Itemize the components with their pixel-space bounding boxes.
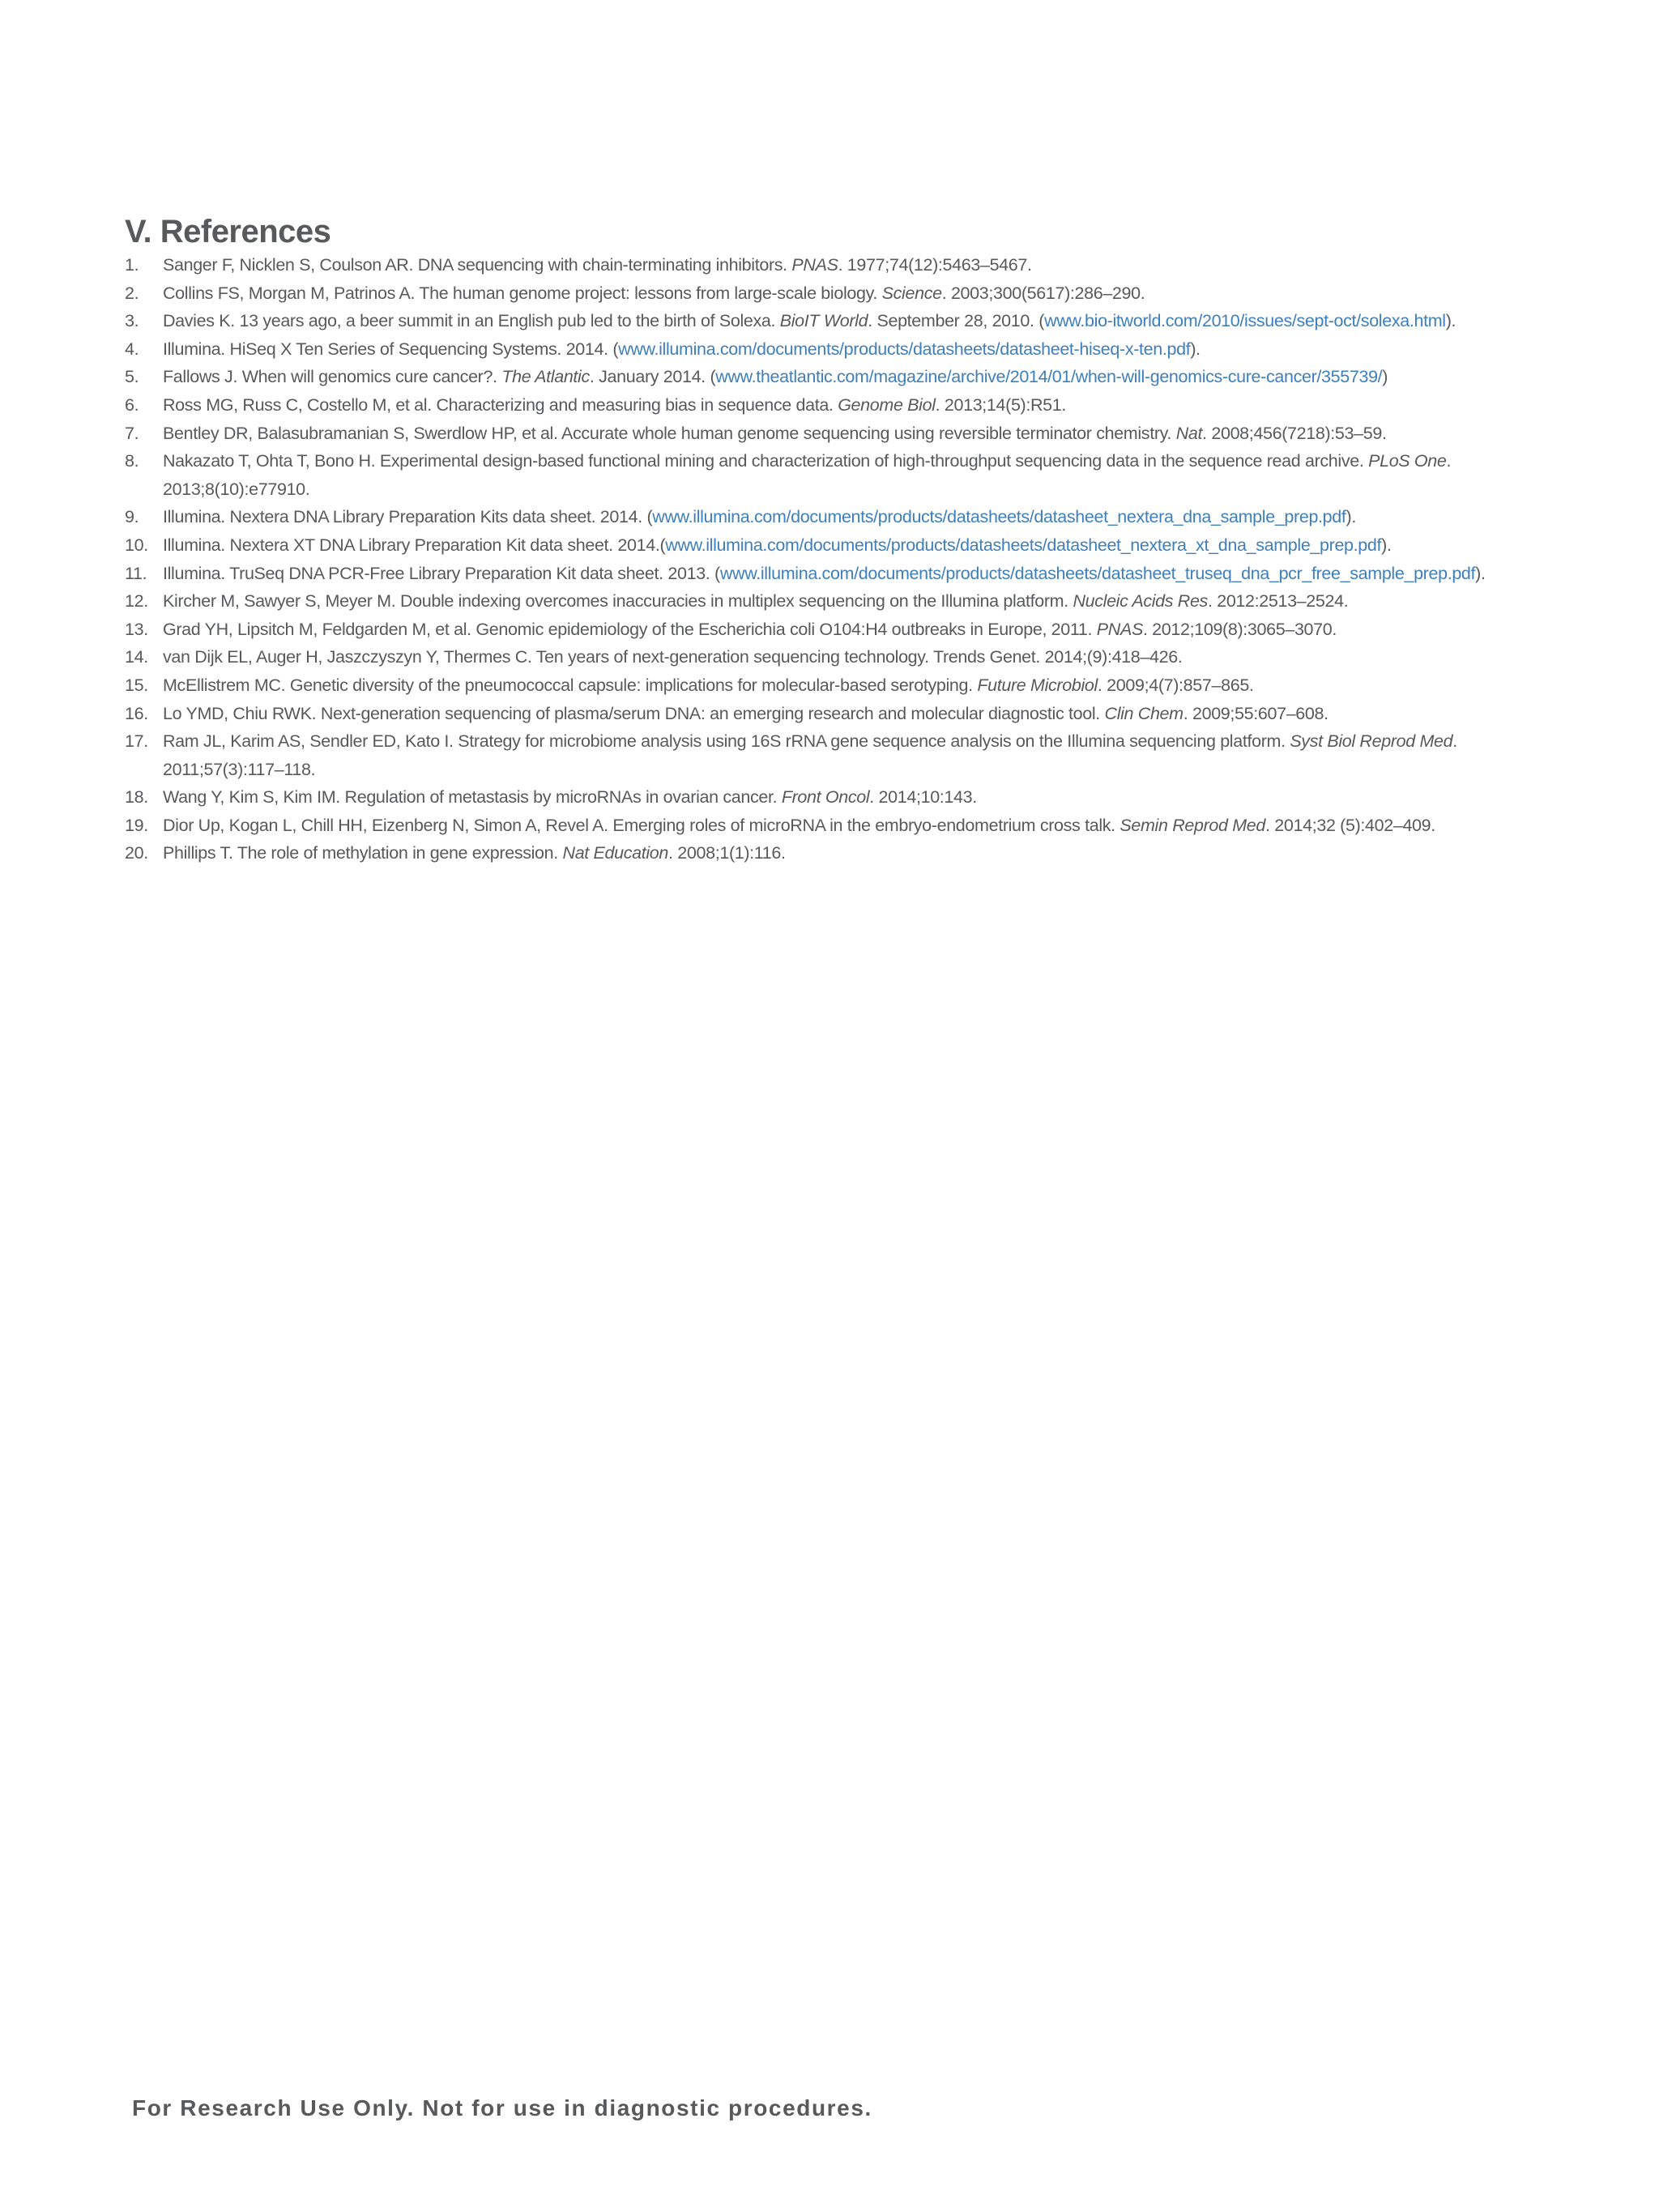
- reference-number: 7.: [125, 423, 139, 443]
- reference-text-segment: Phillips T. The role of methylation in gene expression.: [163, 843, 563, 863]
- reference-text-segment: . 2008;456(7218):53–59.: [1202, 423, 1387, 443]
- reference-number: 16.: [125, 703, 148, 723]
- reference-item: [125, 251, 1518, 279]
- reference-text: [163, 255, 1032, 275]
- reference-item: [125, 560, 1518, 588]
- reference-journal: Syst Biol Reprod Med: [1290, 731, 1453, 752]
- reference-text: [163, 564, 1486, 583]
- reference-text: [163, 451, 1451, 499]
- reference-text-segment: Illumina. Nextera XT DNA Library Preparation Kit data sheet. 2014.(: [163, 535, 666, 555]
- reference-number: 3.: [125, 311, 139, 331]
- reference-journal: Nucleic Acids Res: [1073, 591, 1208, 612]
- reference-item: [125, 700, 1518, 728]
- reference-number: 1.: [125, 255, 139, 275]
- reference-journal: Front Oncol: [781, 787, 870, 808]
- reference-journal: Science: [881, 283, 942, 303]
- reference-text-segment: Collins FS, Morgan M, Patrinos A. The human genome project: lessons from large-scale biology.: [163, 283, 882, 303]
- reference-text-segment: Lo YMD, Chiu RWK. Next-generation sequencing of plasma/serum DNA: an emerging research and molecular diagnostic tool.: [163, 703, 1105, 723]
- reference-journal: Nat Education: [562, 843, 669, 863]
- reference-journal: PLoS One: [1368, 451, 1447, 471]
- reference-item: [125, 812, 1518, 840]
- reference-text: [163, 311, 1456, 330]
- reference-text-segment: Davies K. 13 years ago, a beer summit in an English pub led to the birth of Solexa.: [163, 311, 780, 331]
- reference-item: [125, 420, 1518, 448]
- reference-text-segment: Bentley DR, Balasubramanian S, Swerdlow HP, et al. Accurate whole human genome sequencing using reversible terminator chemistry.: [163, 423, 1176, 443]
- reference-text-segment: Grad YH, Lipsitch M, Feldgarden M, et al. Genomic epidemiology of the Escherichia coli O104:H4 outbreaks in Europe, 2011.: [163, 619, 1097, 639]
- reference-text-segment: ).: [1445, 311, 1456, 331]
- section-title: V. References: [125, 214, 331, 249]
- reference-text-segment: . 2012:2513–2524.: [1207, 591, 1349, 612]
- reference-number: 10.: [125, 535, 148, 555]
- reference-text-segment: . 2012;109(8):3065–3070.: [1142, 619, 1337, 639]
- reference-item: [125, 643, 1518, 671]
- reference-url-link[interactable]: www.illumina.com/documents/products/datasheets/datasheet-hiseq-x-ten.pdf: [618, 339, 1191, 359]
- reference-text-segment: Dior Up, Kogan L, Chill HH, Eizenberg N, Simon A, Revel A. Emerging roles of microRNA in the embryo-endometrium cross talk.: [163, 815, 1120, 835]
- reference-text: [163, 843, 786, 863]
- reference-item: [125, 335, 1518, 364]
- reference-text-segment: Ram JL, Karim AS, Sendler ED, Kato I. Strategy for microbiome analysis using 16S rRNA gene sequence analysis on the Illumina sequencing platform.: [163, 731, 1290, 752]
- reference-text: [163, 731, 1457, 779]
- reference-journal: Clin Chem: [1104, 703, 1183, 723]
- reference-text-segment: . September 28, 2010. (: [868, 311, 1045, 331]
- reference-number: 8.: [125, 451, 139, 471]
- reference-item: [125, 587, 1518, 616]
- reference-text-segment: Ross MG, Russ C, Costello M, et al. Characterizing and measuring bias in sequence data.: [163, 394, 838, 415]
- reference-journal: Future Microbiol: [977, 675, 1098, 695]
- reference-text-segment: . 1977;74(12):5463–5467.: [838, 255, 1032, 275]
- reference-journal: The Atlantic: [501, 367, 590, 387]
- reference-journal: PNAS: [791, 255, 838, 275]
- reference-item: [125, 391, 1518, 420]
- reference-number: 12.: [125, 591, 148, 612]
- reference-text-segment: . 2003;300(5617):286–290.: [941, 283, 1145, 303]
- reference-number: 13.: [125, 619, 148, 639]
- reference-text: [163, 704, 1328, 723]
- reference-text: [163, 507, 1356, 526]
- reference-number: 17.: [125, 731, 148, 752]
- reference-text-segment: . 2014;10:143.: [869, 787, 977, 808]
- reference-text: [163, 283, 1145, 303]
- reference-number: 20.: [125, 843, 148, 863]
- reference-text-segment: Illumina. TruSeq DNA PCR-Free Library Preparation Kit data sheet. 2013. (: [163, 563, 720, 583]
- reference-text: [163, 367, 1388, 386]
- reference-text-segment: Illumina. HiSeq X Ten Series of Sequencing Systems. 2014. (: [163, 339, 619, 359]
- reference-text-segment: ).: [1190, 339, 1201, 359]
- reference-journal: Semin Reprod Med: [1120, 815, 1266, 835]
- reference-text-segment: Wang Y, Kim S, Kim IM. Regulation of metastasis by microRNAs in ovarian cancer.: [163, 787, 782, 808]
- reference-text-segment: ).: [1346, 507, 1356, 527]
- reference-url-link[interactable]: www.illumina.com/documents/products/datasheets/datasheet_nextera_xt_dna_sample_prep.pdf: [665, 535, 1382, 555]
- reference-text: [163, 816, 1435, 835]
- reference-text-segment: . 2013;14(5):R51.: [935, 394, 1067, 415]
- reference-item: [125, 727, 1518, 783]
- reference-number: 4.: [125, 339, 139, 359]
- reference-url-link[interactable]: www.theatlantic.com/magazine/archive/2014/01/when-will-genomics-cure-cancer/355739/: [715, 367, 1383, 387]
- reference-item: [125, 616, 1518, 644]
- reference-text-segment: . 2014;32 (5):402–409.: [1265, 815, 1435, 835]
- reference-number: 9.: [125, 507, 139, 527]
- reference-list: [125, 251, 1518, 867]
- reference-number: 15.: [125, 675, 148, 695]
- reference-journal: Nat: [1175, 423, 1203, 443]
- reference-text: [163, 620, 1337, 639]
- reference-text-segment: Fallows J. When will genomics cure cancer?.: [163, 367, 502, 387]
- reference-item: [125, 531, 1518, 560]
- reference-number: 11.: [125, 563, 147, 583]
- reference-url-link[interactable]: www.illumina.com/documents/products/datasheets/datasheet_truseq_dna_pcr_free_sample_prep.pdf: [719, 563, 1476, 583]
- reference-text: [163, 647, 1182, 667]
- reference-item: [125, 503, 1518, 531]
- reference-journal: BioIT World: [779, 311, 868, 331]
- reference-number: 2.: [125, 283, 139, 303]
- reference-item: [125, 363, 1518, 391]
- reference-text: [163, 676, 1254, 695]
- reference-text: [163, 535, 1392, 555]
- reference-url-link[interactable]: www.bio-itworld.com/2010/issues/sept-oct/solexa.html: [1044, 311, 1446, 331]
- reference-text-segment: . 2013;8(10):e77910.: [163, 451, 1452, 499]
- reference-item: [125, 783, 1518, 812]
- reference-text-segment: . January 2014. (: [589, 367, 716, 387]
- reference-text: [163, 424, 1387, 443]
- reference-number: 5.: [125, 367, 139, 387]
- reference-item: [125, 279, 1518, 308]
- reference-text-segment: Sanger F, Nicklen S, Coulson AR. DNA sequencing with chain-terminating inhibitors.: [163, 255, 792, 275]
- reference-number: 14.: [125, 647, 148, 667]
- reference-text: [163, 339, 1201, 359]
- reference-text-segment: . 2009;55:607–608.: [1183, 703, 1328, 723]
- reference-url-link[interactable]: www.illumina.com/documents/products/datasheets/datasheet_nextera_dna_sample_prep.pdf: [652, 507, 1346, 527]
- footer-disclaimer: For Research Use Only. Not for use in diagnostic procedures.: [132, 2095, 872, 2120]
- reference-item: [125, 307, 1518, 335]
- reference-text-segment: . 2011;57(3):117–118.: [163, 731, 1457, 779]
- reference-text-segment: Kircher M, Sawyer S, Meyer M. Double indexing overcomes inaccuracies in multiplex sequencing on the Illumina platform.: [163, 591, 1073, 612]
- reference-text-segment: . 2008;1(1):116.: [668, 843, 786, 863]
- reference-text-segment: ).: [1475, 563, 1486, 583]
- reference-text: [163, 395, 1066, 415]
- reference-text-segment: van Dijk EL, Auger H, Jaszczyszyn Y, Thermes C. Ten years of next-generation sequencing technology. Trends Genet. 2014;(9):418–426.: [163, 647, 1183, 667]
- reference-text-segment: Nakazato T, Ohta T, Bono H. Experimental design-based functional mining and characterization of high-throughput sequencing data in the sequence read archive.: [163, 451, 1369, 471]
- reference-text-segment: Illumina. Nextera DNA Library Preparation Kits data sheet. 2014. (: [163, 507, 653, 527]
- reference-number: 18.: [125, 787, 148, 808]
- reference-text-segment: ): [1382, 367, 1388, 387]
- reference-text: [163, 787, 977, 807]
- reference-item: [125, 839, 1518, 867]
- reference-journal: Genome Biol: [838, 394, 936, 415]
- reference-journal: PNAS: [1096, 619, 1143, 639]
- reference-text-segment: McEllistrem MC. Genetic diversity of the pneumococcal capsule: implications for molecular-based serotyping.: [163, 675, 978, 695]
- reference-text-segment: . 2009;4(7):857–865.: [1097, 675, 1254, 695]
- reference-text: [163, 591, 1348, 611]
- reference-text-segment: ).: [1381, 535, 1392, 555]
- reference-number: 6.: [125, 394, 139, 415]
- reference-item: [125, 447, 1518, 503]
- reference-number: 19.: [125, 815, 148, 835]
- reference-item: [125, 671, 1518, 700]
